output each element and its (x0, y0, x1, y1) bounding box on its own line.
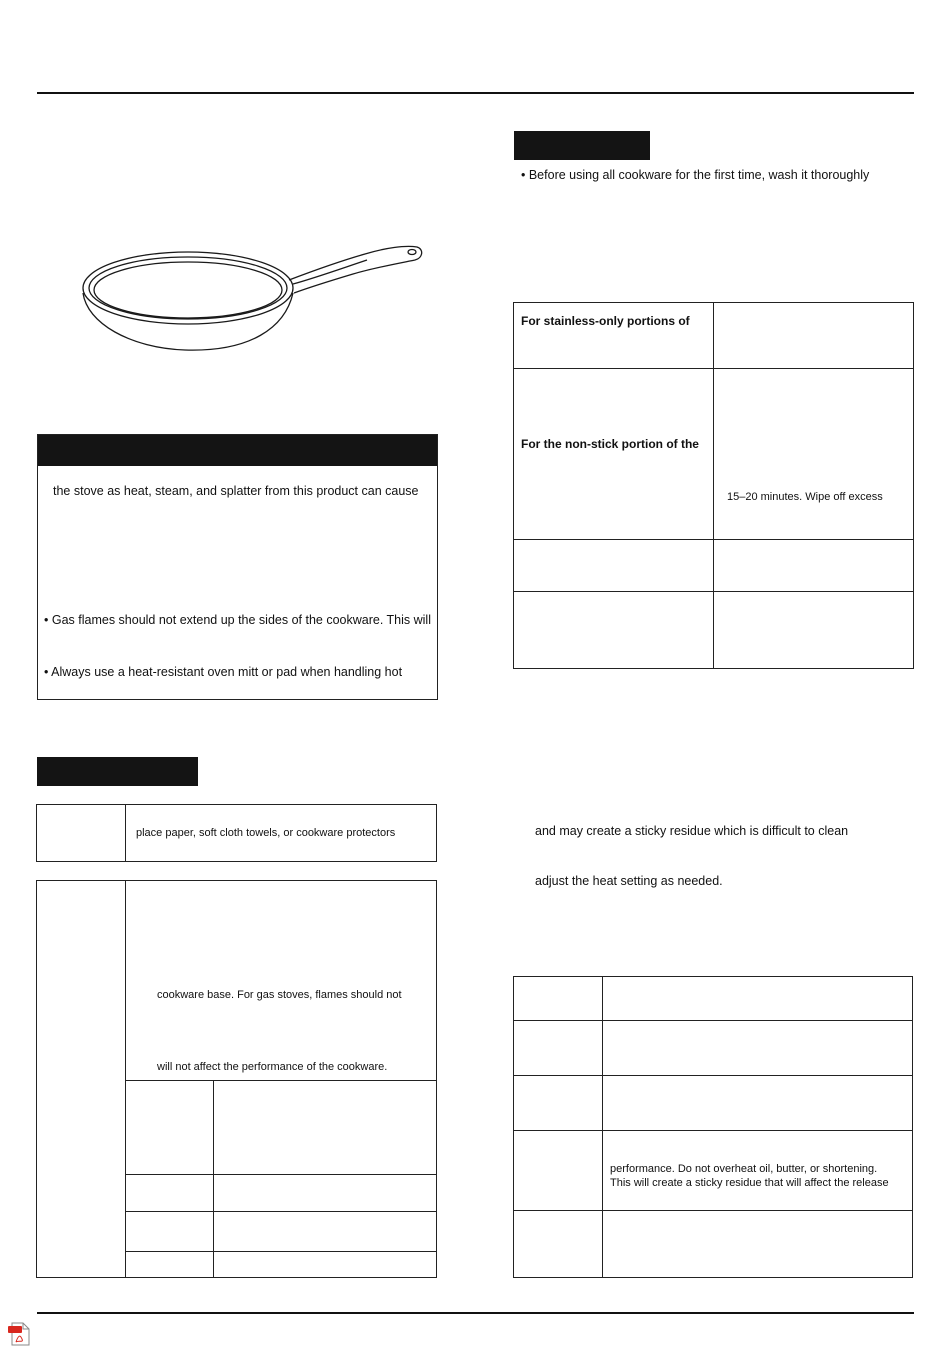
frying-pan-illustration (75, 238, 435, 358)
stove-table-line-1: cookware base. For gas stoves, flames should not (157, 989, 402, 1001)
stove-table-subcol-divider (213, 1080, 214, 1278)
tips-table-row-divider (513, 1075, 913, 1076)
tips-table-row-divider (513, 1130, 913, 1131)
stove-table-row-divider (125, 1080, 437, 1081)
warning-line-3: • Always use a heat-resistant oven mitt or pad when handling hot (44, 665, 403, 679)
warning-line-1: the stove as heat, steam, and splatter from this product can cause (53, 484, 419, 498)
tips-table-col-divider (602, 976, 603, 1278)
stove-table-row-divider (125, 1174, 437, 1175)
first-use-bullet: • Before using all cookware for the first time, wash it thoroughly (521, 168, 870, 182)
tips-table-line-2: This will create a sticky residue that will affect the release (610, 1177, 889, 1189)
cooking-tip-line-1: and may create a sticky residue which is difficult to clean (535, 824, 849, 838)
tips-table-line-1: performance. Do not overheat oil, butter, or shortening. (610, 1163, 878, 1175)
warning-line-2: • Gas flames should not extend up the sides of the cookware. This will (44, 613, 431, 627)
stove-table-row-divider (125, 1251, 437, 1252)
header-rule (37, 92, 914, 94)
pdf-file-icon (6, 1321, 32, 1347)
tips-table (513, 976, 913, 1278)
stove-table-col-divider (125, 880, 126, 1278)
first-use-heading-bar (514, 131, 650, 160)
warning-box (37, 434, 438, 700)
care-table-row-divider (513, 591, 914, 592)
stove-table-line-2: will not affect the performance of the cookware. (157, 1061, 388, 1073)
warning-heading-bar (38, 435, 437, 466)
cooking-tip-line-2: adjust the heat setting as needed. (535, 874, 723, 888)
care-table-row1-label: For stainless-only portions of (521, 314, 690, 328)
care-table-row-divider (513, 368, 914, 369)
care-table-row2-label: For the non-stick portion of the (521, 437, 699, 451)
storage-table-divider (125, 804, 126, 862)
tips-table-row-divider (513, 1210, 913, 1211)
storage-table-value: place paper, soft cloth towels, or cookware protectors (136, 827, 396, 839)
care-table-row2-value: 15–20 minutes. Wipe off excess (727, 491, 883, 503)
care-table-row-divider (513, 539, 914, 540)
tips-table-row-divider (513, 1020, 913, 1021)
stove-table-row-divider (125, 1211, 437, 1212)
footer-rule (37, 1312, 914, 1314)
stove-table (36, 880, 437, 1278)
storage-heading-bar (37, 757, 198, 786)
care-table-col-divider (713, 302, 714, 669)
